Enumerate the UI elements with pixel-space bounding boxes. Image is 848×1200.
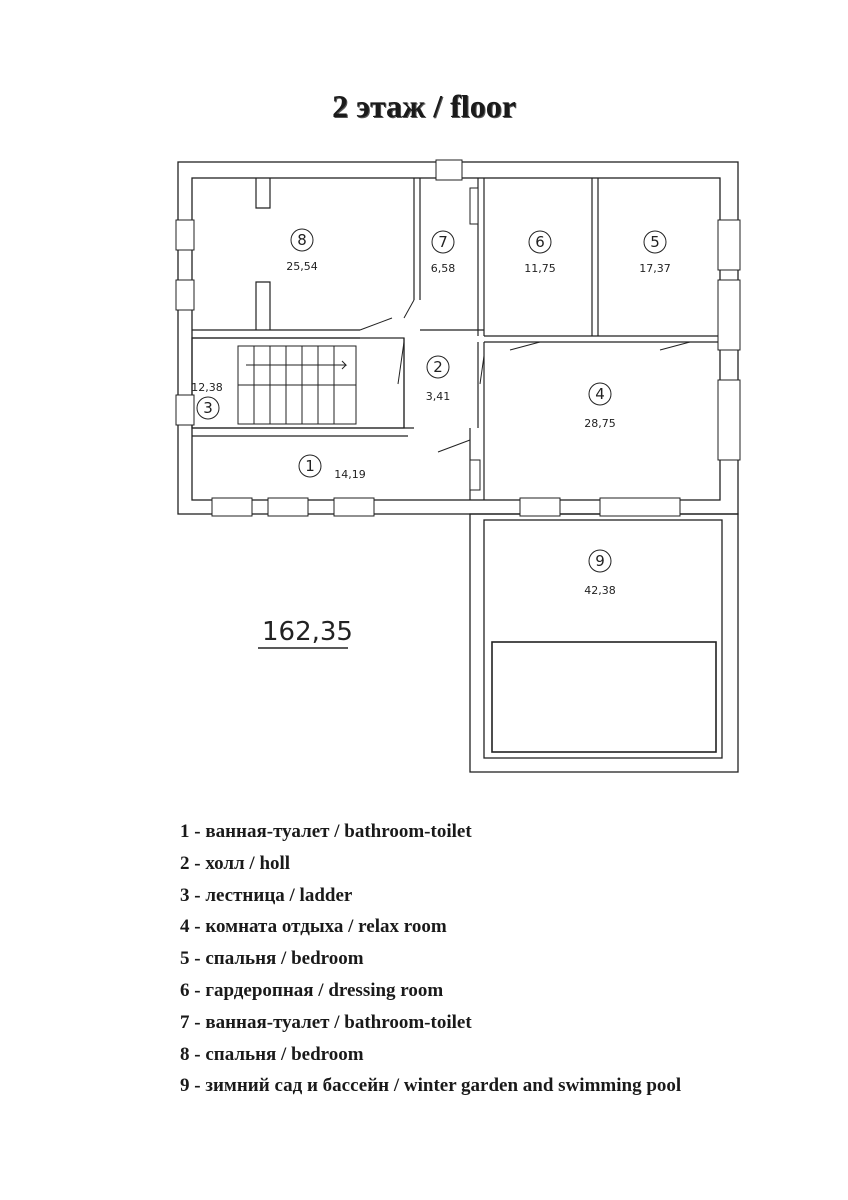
legend-item-9: 9 - зимний сад и бассейн / winter garden and swimming pool [180,1075,682,1097]
room-9-area: 42,38 [584,584,616,597]
room-2-area: 3,41 [425,390,451,403]
room-5-number: 5 [650,233,660,251]
legend-item-3: 3 - лестница / ladder [180,884,353,906]
room-9-label [584,550,616,597]
room-6-label [524,231,556,275]
room-5-area: 17,37 [639,262,671,275]
room-6-area: 11,75 [524,262,556,275]
room-4-label [584,383,616,430]
legend-item-6: 6 - гардеропная / dressing room [180,979,444,1001]
staircase [238,346,356,424]
room-7-area: 6,58 [430,262,456,275]
plan-title: 2 этаж / floor [332,88,516,124]
interior-walls [192,178,720,500]
room-8-number: 8 [297,231,307,249]
room-4-area: 28,75 [584,417,616,430]
room-2-number: 2 [433,358,443,376]
legend-item-5: 5 - спальня / bedroom [180,948,364,970]
room-9-number: 9 [595,552,605,570]
room-3-label [191,381,223,419]
room-3-number: 3 [203,399,213,417]
legend [180,816,820,1102]
room-6-number: 6 [535,233,545,251]
doors [360,300,690,452]
legend-item-7: 7 - ванная-туалет / bathroom-toilet [180,1011,472,1033]
room-labels [191,229,671,597]
outer-walls [178,162,738,772]
total-area: 162,35 [262,617,353,647]
room-4-number: 4 [595,385,605,403]
room-1-label [299,455,366,481]
room-7-number: 7 [438,233,448,251]
room-1-area: 14,19 [334,468,366,481]
room-8-area: 25,54 [286,260,318,273]
legend-item-2: 2 - холл / holl [180,852,291,874]
legend-item-1: 1 - ванная-туалет / bathroom-toilet [180,821,472,842]
legend-item-4: 4 - комната отдыха / relax room [180,916,447,938]
legend-item-8: 8 - спальня / bedroom [180,1043,364,1065]
room-7-label [431,231,456,275]
room-3-area: 12,38 [191,381,223,394]
room-2-label [426,356,451,403]
room-5-label [639,231,671,275]
room-8-label [286,229,318,273]
room-1-number: 1 [305,457,315,475]
